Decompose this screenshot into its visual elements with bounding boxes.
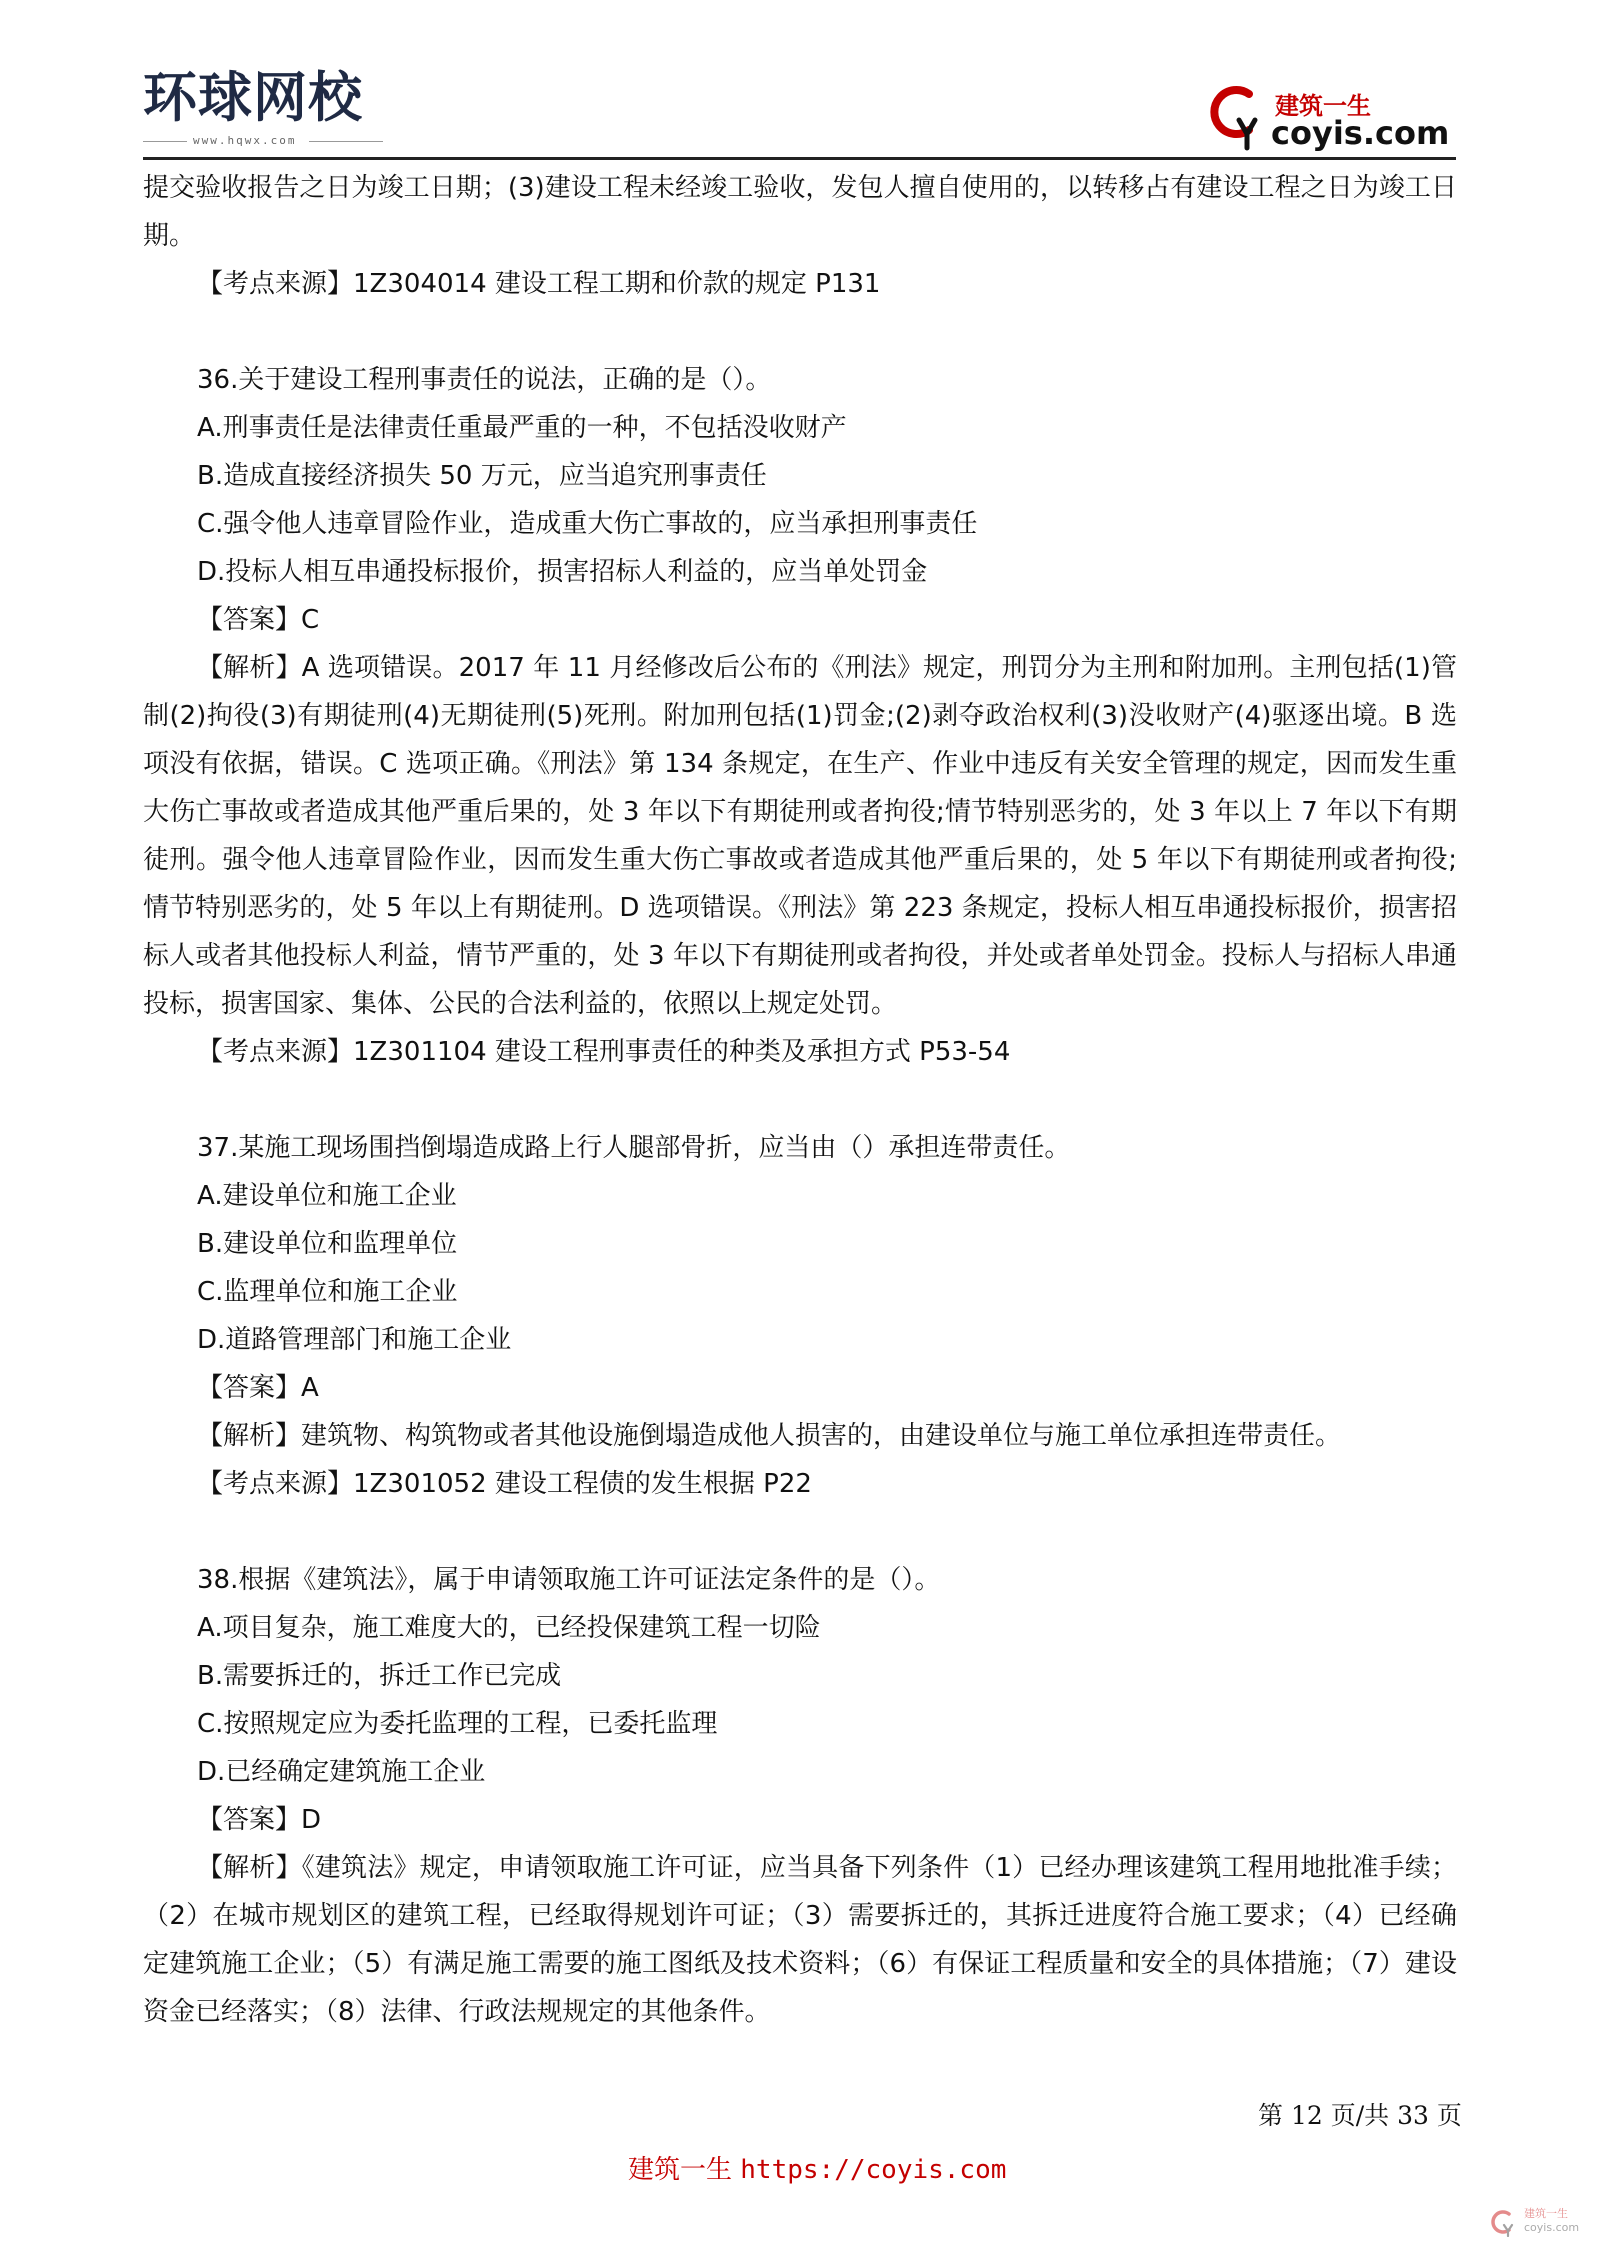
question-38-option-a: A.项目复杂，施工难度大的，已经投保建筑工程一切险 — [197, 1613, 821, 1643]
watermark-url: coyis.com — [1524, 2221, 1580, 2234]
coyis-logo-cn: 建筑一生 — [1275, 92, 1371, 120]
paragraph-continued: 提交验收报告之日为竣工日期；(3)建设工程未经竣工验收，发包人擅自使用的，以转移占有建设工程之日为竣工日期。 — [143, 173, 1457, 251]
spacer — [143, 1508, 1457, 1556]
question-36-answer: 【答案】C — [197, 605, 320, 635]
page-number: 第 12 页/共 33 页 — [1258, 2101, 1462, 2130]
question-38-option-b: B.需要拆迁的，拆迁工作已完成 — [197, 1661, 562, 1691]
question-36-stem: 36.关于建设工程刑事责任的说法，正确的是（）。 — [197, 365, 772, 395]
spacer — [143, 308, 1457, 356]
question-37-analysis: 【解析】建筑物、构筑物或者其他设施倒塌造成他人损害的，由建设单位与施工单位承担连带责任。 — [197, 1421, 1342, 1451]
question-36-analysis: 【解析】A 选项错误。2017 年 11 月经修改后公布的《刑法》规定，刑罚分为主刑和附加刑。主刑包括(1)管制(2)拘役(3)有期徒刑(4)无期徒刑(5)死刑。附加刑包括(1)罚金;(2)剥夺政治权利(3)没收财产(4)驱逐出境。B 选项没有依据，错误。C 选项正确。《刑法》第 134 条规定，在生产、作业中违反有关安全管理的规定，因而发生重大伤亡事故或者造成其他严重后果的，处 3 年以下有期徒刑或者拘役;情节特别恶劣的，处 3 年以上 7 年以下有期徒刑。强令他人违章冒险作业，因而发生重大伤亡事故或者造成其他严重后果的，处 5 年以下有期徒刑或者拘役;情节特别恶劣的，处 5 年以上有期徒刑。D 选项错误。《刑法》第 223 条规定，投标人相互串通投标报价，损害招标人或者其他投标人利益，情节严重的，处 3 年以下有期徒刑或者拘役，并处或者单处罚金。投标人与招标人串通投标，损害国家、集体、公民的合法利益的，依照以上规定处罚。 — [143, 653, 1457, 1019]
question-37-answer: 【答案】A — [197, 1373, 319, 1403]
hqwx-logo-url: www.hqwx.com — [193, 134, 297, 147]
footer-site-url: https://coyis.com — [740, 2155, 1007, 2185]
question-36-option-c: C.强令他人违章冒险作业，造成重大伤亡事故的，应当承担刑事责任 — [197, 509, 978, 539]
coyis-badge-icon — [1205, 80, 1267, 152]
hqwx-logo-text: 环球网校 — [143, 66, 363, 129]
footer-site-name: 建筑一生 — [628, 2155, 733, 2185]
watermark — [1488, 2205, 1588, 2241]
question-36-option-d: D.投标人相互串通投标报价，损害招标人利益的，应当单处罚金 — [197, 557, 928, 587]
question-38-option-c: C.按照规定应为委托监理的工程，已委托监理 — [197, 1709, 718, 1739]
coyis-logo — [1205, 80, 1455, 152]
source-note: 【考点来源】1Z304014 建设工程工期和价款的规定 P131 — [197, 269, 881, 299]
question-36-option-b: B.造成直接经济损失 50 万元，应当追究刑事责任 — [197, 461, 767, 491]
header-divider — [143, 157, 1456, 160]
question-37-option-b: B.建设单位和监理单位 — [197, 1229, 458, 1259]
question-38-stem: 38.根据《建筑法》，属于申请领取施工许可证法定条件的是（）。 — [197, 1565, 941, 1595]
question-36-source: 【考点来源】1Z301104 建设工程刑事责任的种类及承担方式 P53-54 — [197, 1037, 1011, 1067]
question-37-source: 【考点来源】1Z301052 建设工程债的发生根据 P22 — [197, 1469, 812, 1499]
question-37-option-c: C.监理单位和施工企业 — [197, 1277, 458, 1307]
question-38-answer: 【答案】D — [197, 1805, 322, 1835]
document-body — [143, 164, 1457, 2036]
logo-divider-right — [309, 141, 383, 142]
coyis-logo-domain: coyis.com — [1271, 114, 1450, 152]
footer-site-link[interactable] — [628, 2149, 1006, 2186]
spacer — [143, 1076, 1457, 1124]
logo-divider-left — [143, 141, 187, 142]
watermark-cn: 建筑一生 — [1524, 2207, 1568, 2220]
question-37-option-a: A.建设单位和施工企业 — [197, 1181, 457, 1211]
page-header — [0, 0, 1600, 160]
watermark-logo-icon — [1488, 2207, 1518, 2237]
hqwx-logo — [143, 68, 383, 154]
question-37-option-d: D.道路管理部门和施工企业 — [197, 1325, 512, 1355]
question-38-analysis: 【解析】《建筑法》规定，申请领取施工许可证，应当具备下列条件（1）已经办理该建筑工程用地批准手续；（2）在城市规划区的建筑工程，已经取得规划许可证；（3）需要拆迁的，其拆迁进度符合施工要求；（4）已经确定建筑施工企业；（5）有满足施工需要的施工图纸及技术资料；（6）有保证工程质量和安全的具体措施；（7）建设资金已经落实；（8）法律、行政法规规定的其他条件。 — [143, 1853, 1457, 2027]
question-37-stem: 37.某施工现场围挡倒塌造成路上行人腿部骨折，应当由（）承担连带责任。 — [197, 1133, 1071, 1163]
question-36-option-a: A.刑事责任是法律责任重最严重的一种，不包括没收财产 — [197, 413, 847, 443]
question-38-option-d: D.已经确定建筑施工企业 — [197, 1757, 486, 1787]
